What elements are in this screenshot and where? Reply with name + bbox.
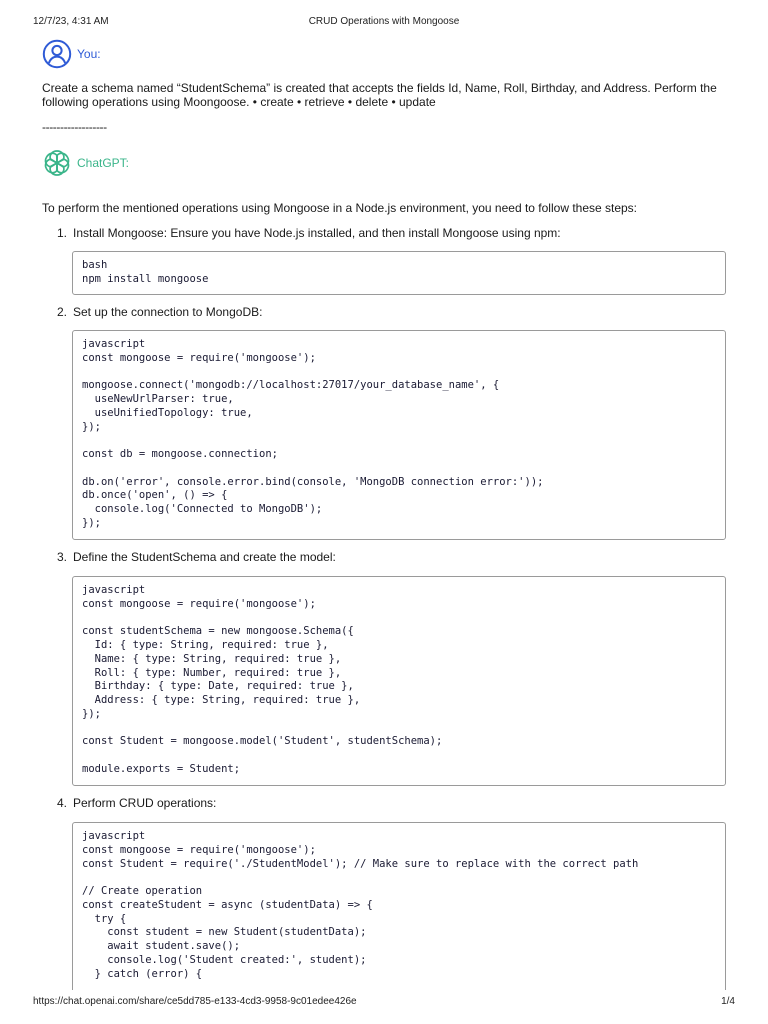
step-number: 1. xyxy=(57,226,68,240)
page-number: 1/4 xyxy=(721,996,735,1007)
step-text: Set up the connection to MongoDB: xyxy=(73,305,263,319)
user-message: Create a schema named “StudentSchema” is created that accepts the fields Id, Name, Roll, Birthday, and Address. Perform the following operations using Moongoose. • create • retrieve • delete • update xyxy=(42,81,717,109)
step-text: Define the StudentSchema and create the model: xyxy=(73,550,336,564)
code-content: const mongoose = require('mongoose'); const studentSchema = new mongoose.Schema({ Id: { type: String, required: true }, Name: { type: String, required: true }, Roll: { type: Number, required: true }, Birthday: { type: Date, required: true }, Address: { type: String, required: true }, }); const Student = mongoose.model('Student', studentSchema); module.exports = Student; xyxy=(82,597,443,775)
code-language: javascript xyxy=(82,830,146,842)
code-block-4[interactable] xyxy=(72,822,726,990)
step-number: 3. xyxy=(57,550,68,564)
step-4 xyxy=(57,796,216,810)
print-datetime: 12/7/23, 4:31 AM xyxy=(33,16,109,27)
code-language: bash xyxy=(82,259,108,271)
step-text: Install Mongoose: Ensure you have Node.js installed, and then install Mongoose using npm: xyxy=(73,226,561,240)
code-language: javascript xyxy=(82,584,146,596)
user-speaker-label: You: xyxy=(77,47,101,61)
code-content: npm install mongoose xyxy=(82,272,209,285)
chatgpt-speaker-label: ChatGPT: xyxy=(77,156,130,170)
code-content: const mongoose = require('mongoose'); mongoose.connect('mongodb://localhost:27017/your_database_name', { useNewUrlParser: true, useUnifiedTopology: true, }); const db = mongoose.connection; db.on('error', console.error.bind(console, 'MongoDB connection error:')); db.once('open', () => { console.log('Connected to MongoDB'); }); xyxy=(82,351,544,529)
separator-line: ------------------ xyxy=(42,120,107,134)
user-avatar-icon xyxy=(42,39,72,69)
step-number: 4. xyxy=(57,796,68,810)
code-block-2[interactable] xyxy=(72,330,726,540)
step-1 xyxy=(57,226,561,240)
step-text: Perform CRUD operations: xyxy=(73,796,217,810)
code-block-3[interactable] xyxy=(72,576,726,786)
chatgpt-logo-icon xyxy=(42,148,72,178)
code-block-1[interactable] xyxy=(72,251,726,295)
step-number: 2. xyxy=(57,305,68,319)
step-2 xyxy=(57,305,262,319)
assistant-intro: To perform the mentioned operations using Mongoose in a Node.js environment, you need to follow these steps: xyxy=(42,201,638,215)
print-title: CRUD Operations with Mongoose xyxy=(308,16,460,27)
print-url: https://chat.openai.com/share/ce5dd785-e133-4cd3-9958-9c01edee426e xyxy=(33,996,357,1007)
code-language: javascript xyxy=(82,338,146,350)
step-3 xyxy=(57,550,336,564)
code-content: const mongoose = require('mongoose'); const Student = require('./StudentModel'); // Make sure to replace with the correct path // Create operation const createStudent = async (studentData) => { try { const student = new Student(studentData); await student.save(); console.log('Student created:', student); } catch (error) { xyxy=(82,843,639,980)
